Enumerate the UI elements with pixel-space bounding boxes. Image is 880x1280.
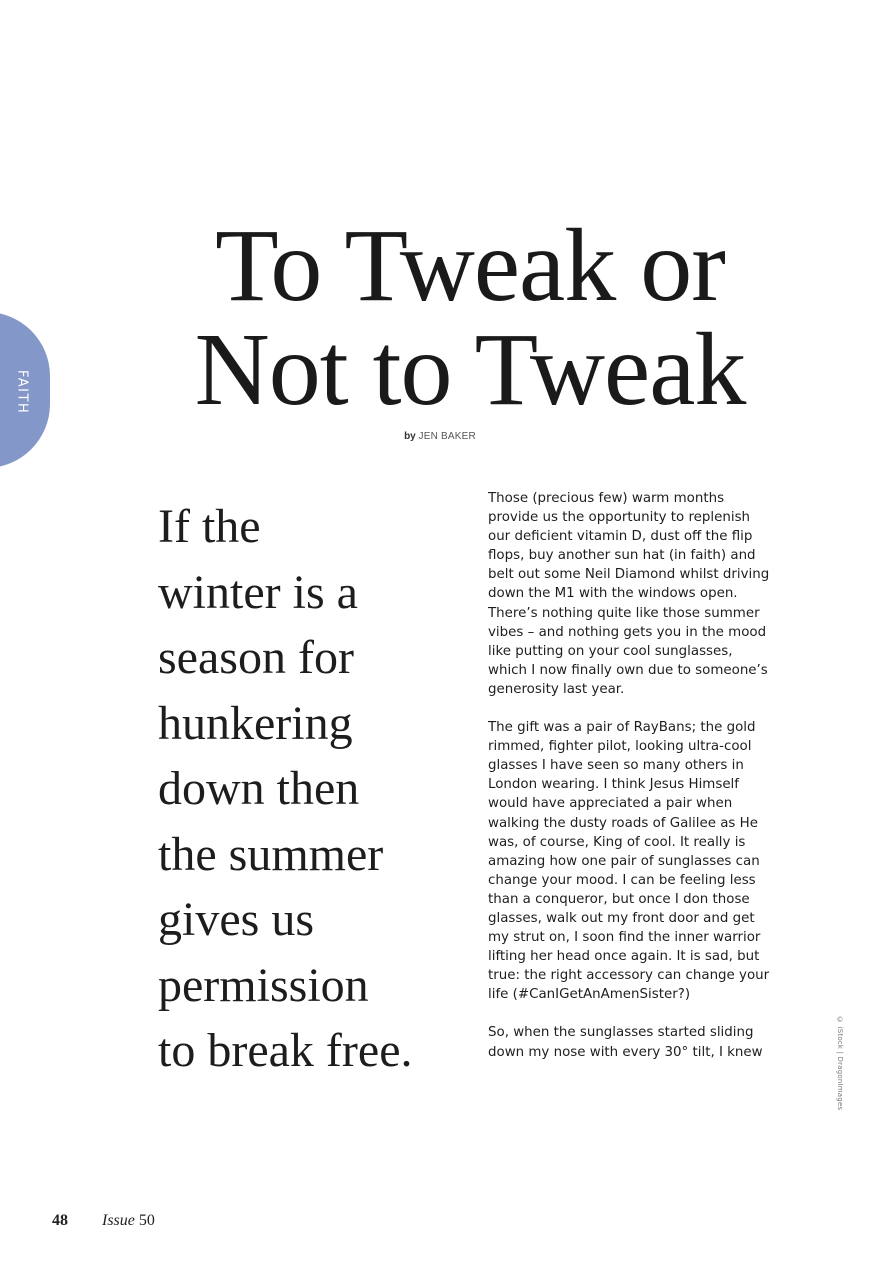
pull-quote-line: the summer — [158, 827, 384, 881]
body-line: belt out some Neil Diamond whilst driving — [488, 567, 770, 583]
paragraph-spacer — [488, 1004, 788, 1023]
body-line: glasses I have seen so many others in — [488, 758, 744, 774]
body-line: London wearing. I think Jesus Himself — [488, 777, 739, 793]
page-footer — [52, 1212, 155, 1230]
pull-quote-line: season for — [158, 631, 354, 684]
body-line: change your mood. I can be feeling less — [488, 872, 756, 888]
body-line: like putting on your cool sunglasses, — [488, 643, 733, 659]
paragraph-3 — [488, 1023, 788, 1061]
paragraph-spacer — [488, 699, 788, 718]
title-line-2: Not to Tweak — [194, 312, 746, 427]
body-line: down my nose with every 30° tilt, I knew — [488, 1044, 763, 1060]
body-line: than a conqueror, but once I don those — [488, 891, 750, 907]
pull-quote-line: If the — [158, 500, 261, 553]
section-tab-label: FAITH — [14, 369, 30, 415]
body-line: rimmed, fighter pilot, looking ultra-cool — [488, 739, 752, 755]
issue-number: 50 — [138, 1212, 155, 1229]
byline-prefix: by — [404, 431, 416, 442]
pull-quote-line: winter is a — [158, 565, 358, 619]
body-line: my strut on, I soon find the inner warrior — [488, 930, 761, 946]
body-line: true: the right accessory can change your — [488, 968, 770, 984]
body-line: down the M1 with the windows open. — [488, 586, 738, 602]
issue-label: Issue — [102, 1212, 135, 1229]
body-line: would have appreciated a pair when — [488, 796, 733, 812]
page-number: 48 — [52, 1212, 68, 1229]
body-line: flops, buy another sun hat (in faith) and — [488, 548, 756, 564]
body-line: amazing how one pair of sunglasses can — [488, 853, 760, 869]
paragraph-1 — [488, 489, 788, 699]
byline — [0, 431, 880, 442]
pull-quote-line: to break free. — [158, 1024, 413, 1077]
pull-quote — [158, 494, 468, 1084]
title-line-1: To Tweak or — [215, 208, 725, 323]
pull-quote-line: gives us — [158, 893, 314, 946]
article-title — [120, 208, 820, 427]
byline-author: JEN BAKER — [418, 431, 476, 442]
article-body — [488, 489, 788, 1062]
body-line: life (#CanIGetAnAmenSister?) — [488, 987, 691, 1003]
body-line: There’s nothing quite like those summer — [488, 605, 760, 621]
body-line: our deficient vitamin D, dust off the flip — [488, 529, 753, 545]
pull-quote-line: down then — [158, 762, 360, 815]
body-line: So, when the sunglasses started sliding — [488, 1025, 754, 1041]
pull-quote-line: hunkering — [158, 696, 353, 750]
body-line: provide us the opportunity to replenish — [488, 510, 751, 526]
body-line: vibes – and nothing gets you in the mood — [488, 624, 767, 640]
body-line: was, of course, King of cool. It really is — [488, 834, 746, 850]
body-line: generosity last year. — [488, 681, 625, 697]
body-line: glasses, walk out my front door and get — [488, 910, 755, 926]
body-line: walking the dusty roads of Galilee as He — [488, 815, 758, 831]
body-line: lifting her head once again. It is sad, but — [488, 949, 760, 965]
body-line: which I now finally own due to someone’s — [488, 662, 768, 678]
body-line: Those (precious few) warm months — [488, 491, 725, 506]
paragraph-2 — [488, 718, 788, 1004]
body-line: The gift was a pair of RayBans; the gold — [488, 720, 756, 736]
pull-quote-line: permission — [158, 958, 369, 1012]
photo-credit: © iStock | DragonImages — [836, 1016, 844, 1111]
